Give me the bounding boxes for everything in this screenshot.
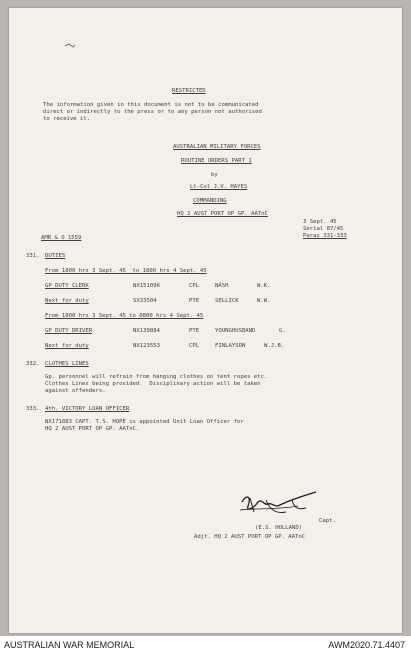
restriction-notice-line-2: direct or indirectly to the press or to any person not authorised [43, 109, 262, 115]
surname: YOUNGHUSBAND [215, 328, 256, 334]
service-number: SX33504 [133, 298, 157, 304]
body-line: Gp. personnel will refrain from hanging clothes on tent ropes etc. [45, 374, 268, 380]
handwritten-signature [236, 488, 326, 524]
archive-caption-right: AWM2020.71.4407 [328, 640, 405, 650]
duty-role: Next for duty [45, 298, 89, 304]
restriction-notice-line-3: to receive it. [43, 116, 91, 122]
duty-role: GP DUTY DRIVER [45, 328, 93, 334]
section-number: 331. [26, 253, 40, 259]
classification-heading: RESTRICTED [172, 88, 206, 94]
signatory-rank: Capt. [319, 518, 336, 524]
rank: CPL [189, 343, 200, 349]
surname: NASH [215, 283, 229, 289]
initials: G. [279, 328, 286, 334]
signatory-name: (E.S. HOLLAND) [255, 525, 303, 531]
section-number: 332. [26, 361, 40, 367]
surname: FINLAYSON [215, 343, 246, 349]
initials: W.W. [257, 298, 271, 304]
serial-number: Serial 87/45 [303, 226, 344, 232]
section-heading: CLOTHES LINES [45, 361, 89, 367]
signatory-appointment: Adjt. HQ 2 AUST PORT OP GP. AATnC [194, 534, 306, 540]
paragraph-range: Paras 331-333 [303, 233, 347, 239]
reference: AMR & O 1559 [41, 235, 82, 241]
body-line: Clothes Lines being provided. Disciplinary action will be taken [45, 381, 261, 387]
unit-name: HQ 2 AUST PORT OP GP. AATnC [177, 211, 268, 217]
body-line: HQ 2 AUST PORT OP GP. AATnC. [45, 426, 140, 432]
service-number: NX139884 [133, 328, 160, 334]
section-heading: DUTIES [45, 253, 66, 259]
by-label: by [211, 172, 218, 178]
organisation-title: AUSTRALIAN MILITARY FORCES [173, 144, 261, 150]
service-number: NX123553 [133, 343, 160, 349]
stamp-mark [64, 42, 76, 50]
initials: W.J.B. [264, 343, 285, 349]
duty-period: From 1800 hrs 3 Sept. 45 to 0800 hrs 4 Sept. 45 [45, 313, 204, 319]
rank: PTE [189, 298, 200, 304]
body-line: NX171883 CAPT. T.S. HOPE is appointed Unit Loan Officer for [45, 419, 244, 425]
archive-caption-left: AUSTRALIAN WAR MEMORIAL [4, 640, 135, 650]
duty-role: Next for duty [45, 343, 89, 349]
section-heading: 4th. VICTORY LOAN OFFICER [45, 406, 130, 412]
document-title: ROUTINE ORDERS PART 1 [181, 158, 252, 164]
commanding-label: COMMANDING [193, 198, 227, 204]
rank: PTE [189, 328, 200, 334]
initials: W.K. [257, 283, 271, 289]
rank: CPL [189, 283, 200, 289]
document-page [9, 8, 402, 633]
restriction-notice-line-1: The information given in this document is not to be communicated [43, 102, 259, 108]
service-number: NX151096 [133, 283, 160, 289]
surname: SELLICK [215, 298, 239, 304]
commanding-officer: Lt-Col J.V. HAYES [190, 184, 248, 190]
duty-role: GP DUTY CLERK [45, 283, 89, 289]
duty-period: From 1800 hrs 3 Sept. 45 to 1800 hrs 4 Sept. 45 [45, 268, 207, 274]
section-number: 333. [26, 406, 40, 412]
order-date: 3 Sept. 45 [303, 219, 337, 225]
body-line: against offenders. [45, 388, 106, 394]
